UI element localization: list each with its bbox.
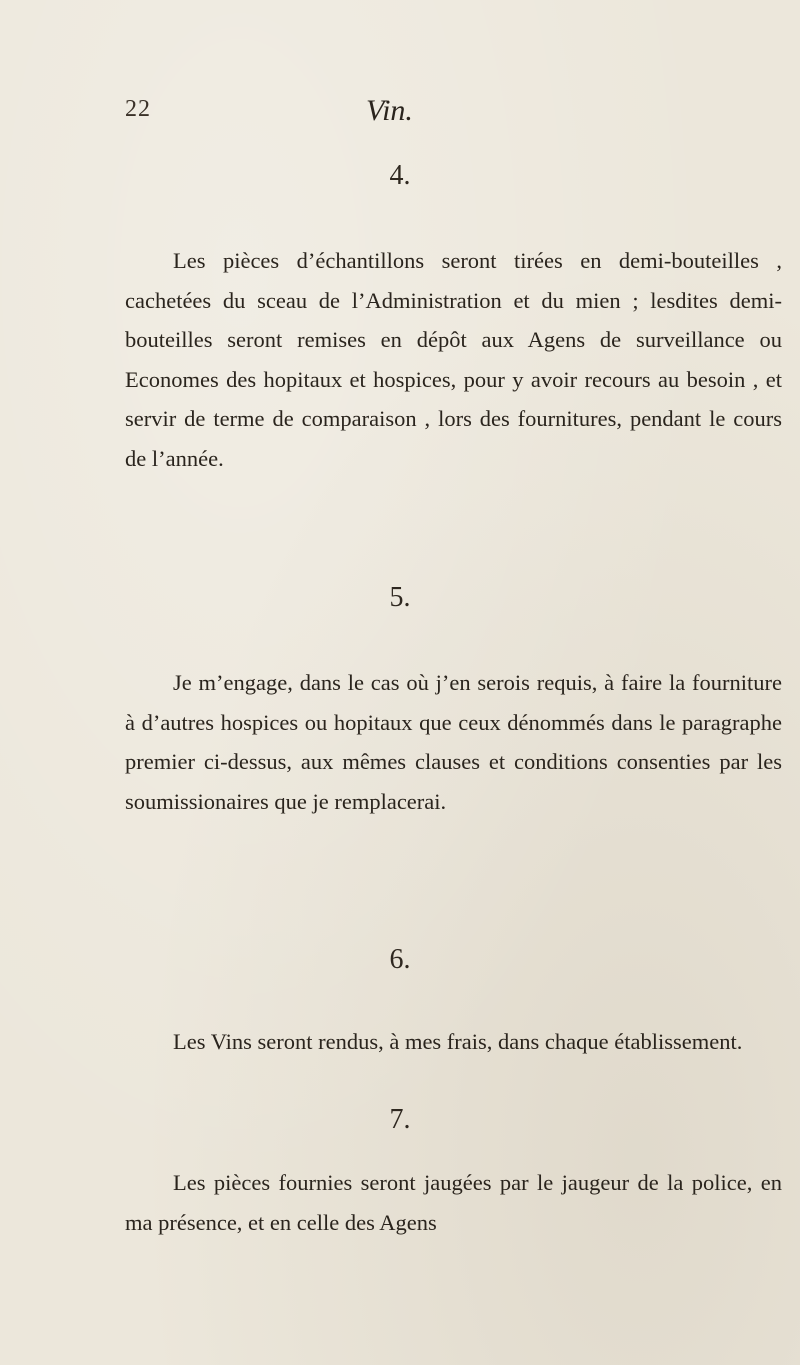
section-number-4: 4.: [389, 160, 411, 191]
section-number-7: 7.: [389, 1104, 411, 1135]
section-paragraph-6: [125, 1022, 782, 1062]
running-head: [0, 96, 800, 136]
paragraph-text: Je m’engage, dans le cas où j’en serois requis, à faire la fourniture à d’autres hospices ou hopitaux que ceux dénommés dans le paragraphe premier ci-dessus, aux mêmes clauses et conditions consenties par les soumissionaires que je remplacerai.: [125, 670, 782, 814]
section-number-5: 5.: [389, 582, 411, 613]
running-title: Vin.: [366, 94, 413, 127]
paragraph-text: Les Vins seront rendus, à mes frais, dans chaque établissement.: [173, 1029, 743, 1054]
paragraph-text: Les pièces d’échantillons seront tirées en demi-bouteilles , cachetées du sceau de l’Administration et du mien ; lesdites demi-bouteilles seront remises en dépôt aux Agens de surveillance ou Economes des hopitaux et hospices, pour y avoir recours au besoin , et servir de terme de comparaison , lors des fournitures, pendant le cours de l’année.: [125, 248, 782, 471]
section-paragraph-5: [125, 663, 782, 821]
section-paragraph-4: [125, 241, 782, 478]
paragraph-text: Les pièces fournies seront jaugées par le jaugeur de la police, en ma présence, et en celle des Agens: [125, 1170, 782, 1235]
section-number-6: 6.: [389, 944, 411, 975]
page-number: 22: [125, 96, 151, 122]
section-paragraph-7: [125, 1163, 782, 1242]
